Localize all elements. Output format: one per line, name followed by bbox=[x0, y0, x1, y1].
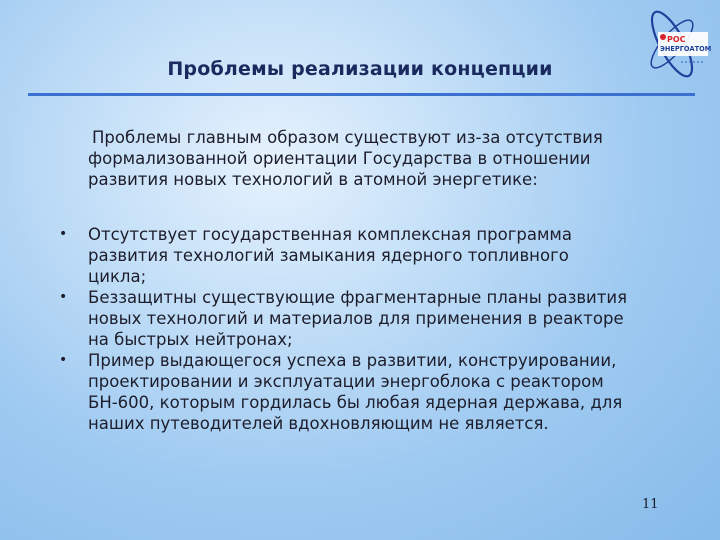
bullet-item bbox=[56, 224, 671, 287]
bullet-line: наших путеводителей вдохновляющим не является. bbox=[88, 414, 549, 433]
bullet-line: Отсутствует государственная комплексная программа bbox=[88, 225, 572, 244]
bullet-item bbox=[56, 350, 671, 434]
logo-text-main: ЭНЕРГОАТОМ bbox=[660, 45, 712, 53]
bullet-dot-icon: • bbox=[59, 352, 68, 368]
slide-title: Проблемы реализации концепции bbox=[167, 58, 553, 80]
bullet-line: новых технологий и материалов для применения в реакторе bbox=[88, 309, 624, 328]
bullet-dot-icon: • bbox=[59, 289, 68, 305]
intro-line: формализованной ориентации Государства в отношении bbox=[88, 149, 591, 168]
intro-line: Проблемы главным образом существуют из-за отсутствия bbox=[92, 128, 603, 147]
bullet-line: Беззащитны существующие фрагментарные планы развития bbox=[88, 288, 628, 307]
bullet-line: БН-600, которым гордилась бы любая ядерная держава, для bbox=[88, 393, 623, 412]
bullet-list bbox=[56, 224, 671, 434]
intro-paragraph bbox=[88, 127, 668, 190]
bullet-line: проектировании и эксплуатации энергоблока с реактором bbox=[88, 372, 604, 391]
intro-line: развития новых технологий в атомной энергетике: bbox=[88, 170, 538, 189]
bullet-line: развития технологий замыкания ядерного топливного bbox=[88, 246, 569, 265]
page-number: 11 bbox=[642, 497, 659, 512]
bullet-line: на быстрых нейтронах; bbox=[88, 330, 293, 349]
bullet-dot-icon: • bbox=[59, 226, 68, 242]
bullet-line: Пример выдающегося успеха в развитии, конструировании, bbox=[88, 351, 617, 370]
bullet-item bbox=[56, 287, 671, 350]
logo-text-top: РОС bbox=[667, 35, 686, 44]
bullet-line: цикла; bbox=[88, 267, 147, 286]
title-divider bbox=[28, 93, 695, 96]
